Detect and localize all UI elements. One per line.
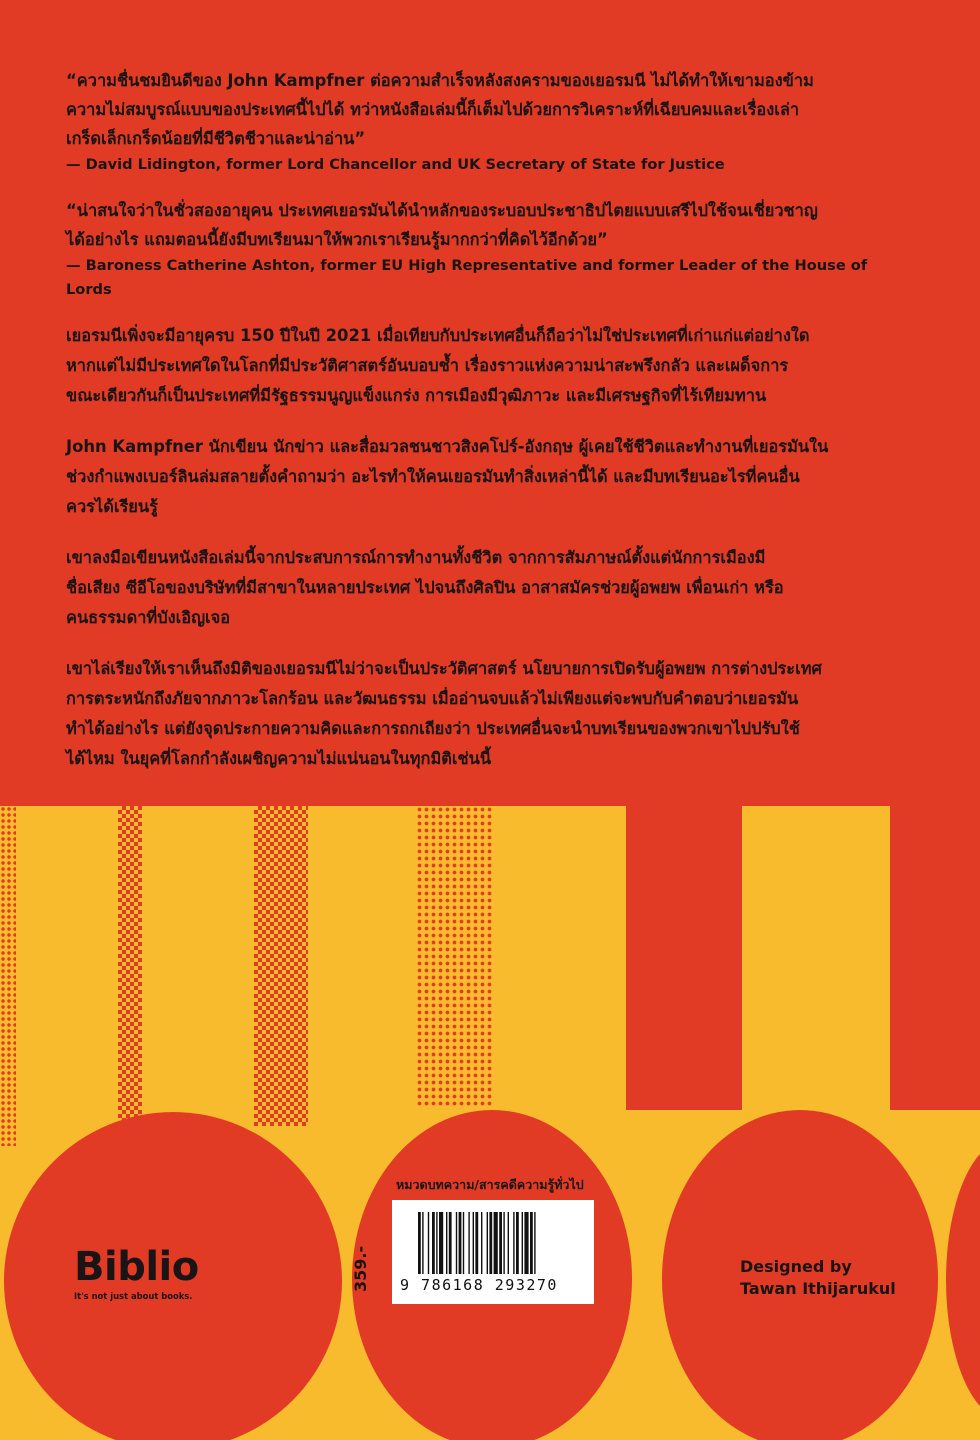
barcode-bar [534,1212,535,1274]
barcode-bar [473,1212,474,1274]
barcode-bar [513,1212,514,1274]
barcode-bar [487,1212,488,1274]
paragraph-line: ควรได้เรียนรู้ [66,497,158,516]
red-column [626,806,742,1110]
blurb-text [66,66,916,795]
review-quote-1 [66,66,916,177]
barcode-bar [463,1212,464,1274]
barcode-bar [432,1212,435,1274]
isbn-barcode [392,1200,594,1304]
barcode-bar [436,1212,437,1274]
description-paragraph-1 [66,321,916,411]
quote-line: ได้อย่างไร แถมตอนนี้ยังมีบทเรียนมาให้พวกเราเรียนรู้มากกว่าที่คิดไว้อีกด้วย” [66,230,608,249]
checker-stripe [118,806,142,1136]
paragraph-line: เยอรมนีเพิ่งจะมีอายุครบ 150 ปีในปี 2021 เมื่อเทียบกับประเทศอื่นก็ถือว่าไม่ใช่ประเทศที่เก่าแก่แต่อย่างใด [66,326,810,345]
barcode-bar [499,1212,502,1274]
quote-attribution: — Baroness Catherine Ashton, former EU High Representative and former Leader of the House of Lords [66,257,868,298]
barcode-bar [428,1212,429,1274]
barcode-bar [481,1212,482,1274]
barcode-bar [449,1212,452,1274]
paragraph-line: ทำได้อย่างไร แต่ยังจุดประกายความคิดและการถกเถียงว่า ประเทศอื่นจะนำบทเรียนของพวกเขาไปปรับใช้ [66,719,800,738]
publisher-logo [74,1246,199,1302]
barcode-bar [468,1212,469,1274]
barcode-bars [418,1212,586,1274]
paragraph-line: ชื่อเสียง ซีอีโอของบริษัทที่มีสาขาในหลายประเทศ ไปจนถึงศิลปิน อาสาสมัครช่วยผู้อพยพ เพื่อนเก่า หรือ [66,578,784,597]
quote-line: “น่าสนใจว่าในชั่วสองอายุคน ประเทศเยอรมันได้นำหลักของระบอบประชาธิปไตยแบบเสรีไปใช้จนเชี่ยวชาญ [66,201,818,220]
paragraph-line: ได้ไหม ในยุคที่โลกกำลังเผชิญความไม่แน่นอนในทุกมิติเช่นนี้ [66,749,492,768]
description-paragraph-2 [66,432,916,522]
barcode-bar [530,1212,533,1274]
dot-stripe [0,806,16,1146]
publisher-name: Biblio [74,1244,199,1290]
designer-label: Designed by [740,1257,852,1276]
isbn-number: 9 786168 293270 [400,1276,558,1294]
quote-line: “ความชื่นชมยินดีของ John Kampfner ต่อความสำเร็จหลังสงครามของเยอรมนี ไม่ได้ทำให้เขามองข้าม [66,71,814,90]
barcode-bar [446,1212,447,1274]
dot-stripe [416,806,492,1106]
quote-line: ความไม่สมบูรณ์แบบของประเทศนี้ไปได้ ทว่าหนังสือเล่มนี้ก็เต็มไปด้วยการวิเคราะห์ที่เฉียบคมและเรื่องเล่า [66,100,800,119]
barcode-bar [422,1212,423,1274]
barcode-bar [503,1212,504,1274]
checker-stripe [254,806,308,1126]
paragraph-line: John Kampfner นักเขียน นักข่าว และสื่อมวลชนชาวสิงคโปร์-อังกฤษ ผู้เคยใช้ชีวิตและทำงานที่เยอรมันใน [66,437,829,456]
designer-credit [740,1256,896,1300]
barcode-bar [524,1212,528,1274]
paragraph-line: การตระหนักถึงภัยจากภาวะโลกร้อน และวัฒนธรรม เมื่ออ่านจบแล้วไม่เพียงแต่จะพบกับคำตอบว่าเยอรมัน [66,689,799,708]
paragraph-line: ขณะเดียวกันก็เป็นประเทศที่มีรัฐธรรมนูญแข็งแกร่ง การเมืองมีวุฒิภาวะ และมีเศรษฐกิจที่ไร้เทียมทาน [66,386,767,405]
barcode-bar [459,1212,462,1274]
red-column [890,806,980,1110]
quote-line: เกร็ดเล็กเกร็ดน้อยที่มีชีวิตชีวาและน่าอ่าน” [66,129,366,148]
paragraph-line: ช่วงกำแพงเบอร์ลินล่มสลายตั้งคำถามว่า อะไรทำให้คนเยอรมันทำสิ่งเหล่านี้ได้ และมีบทเรียนอะไรที่คนอื่น [66,467,800,486]
barcode-bar [475,1212,478,1274]
publisher-tagline: It's not just about books. [74,1291,193,1301]
barcode-bar [508,1212,509,1274]
paragraph-line: เขาไล่เรียงให้เราเห็นถึงมิติของเยอรมนีไม่ว่าจะเป็นประวัติศาสตร์ นโยบายการเปิดรับผู้อพยพ การต่างประเทศ [66,659,822,678]
barcode-bar [439,1212,443,1274]
description-paragraph-4 [66,654,916,774]
review-quote-2 [66,196,916,302]
barcode-bar [489,1212,492,1274]
paragraph-line: หากแต่ไม่มีประเทศใดในโลกที่มีประวัติศาสตร์อันบอบช้ำ เรื่องราวแห่งความน่าสะพรึงกลัว และเผด็จการ [66,356,789,375]
category-label: หมวดบทความ/สารคดีความรู้ทั่วไป [396,1177,584,1192]
barcode-bar [516,1212,519,1274]
description-paragraph-3 [66,543,916,633]
barcode-bar [456,1212,457,1274]
barcode-bar [522,1212,523,1274]
paragraph-line: คนธรรมดาที่บังเอิญเจอ [66,608,231,627]
quote-attribution: — David Lidington, former Lord Chancellor and UK Secretary of State for Justice [66,156,725,173]
designer-name: Tawan Ithijarukul [740,1279,896,1298]
price-label: 359.- [351,1245,370,1292]
barcode-bar [494,1212,498,1274]
barcode-bar [418,1212,421,1274]
paragraph-line: เขาลงมือเขียนหนังสือเล่มนี้จากประสบการณ์การทำงานทั้งชีวิต จากการสัมภาษณ์ตั้งแต่นักการเมืองมี [66,548,766,567]
